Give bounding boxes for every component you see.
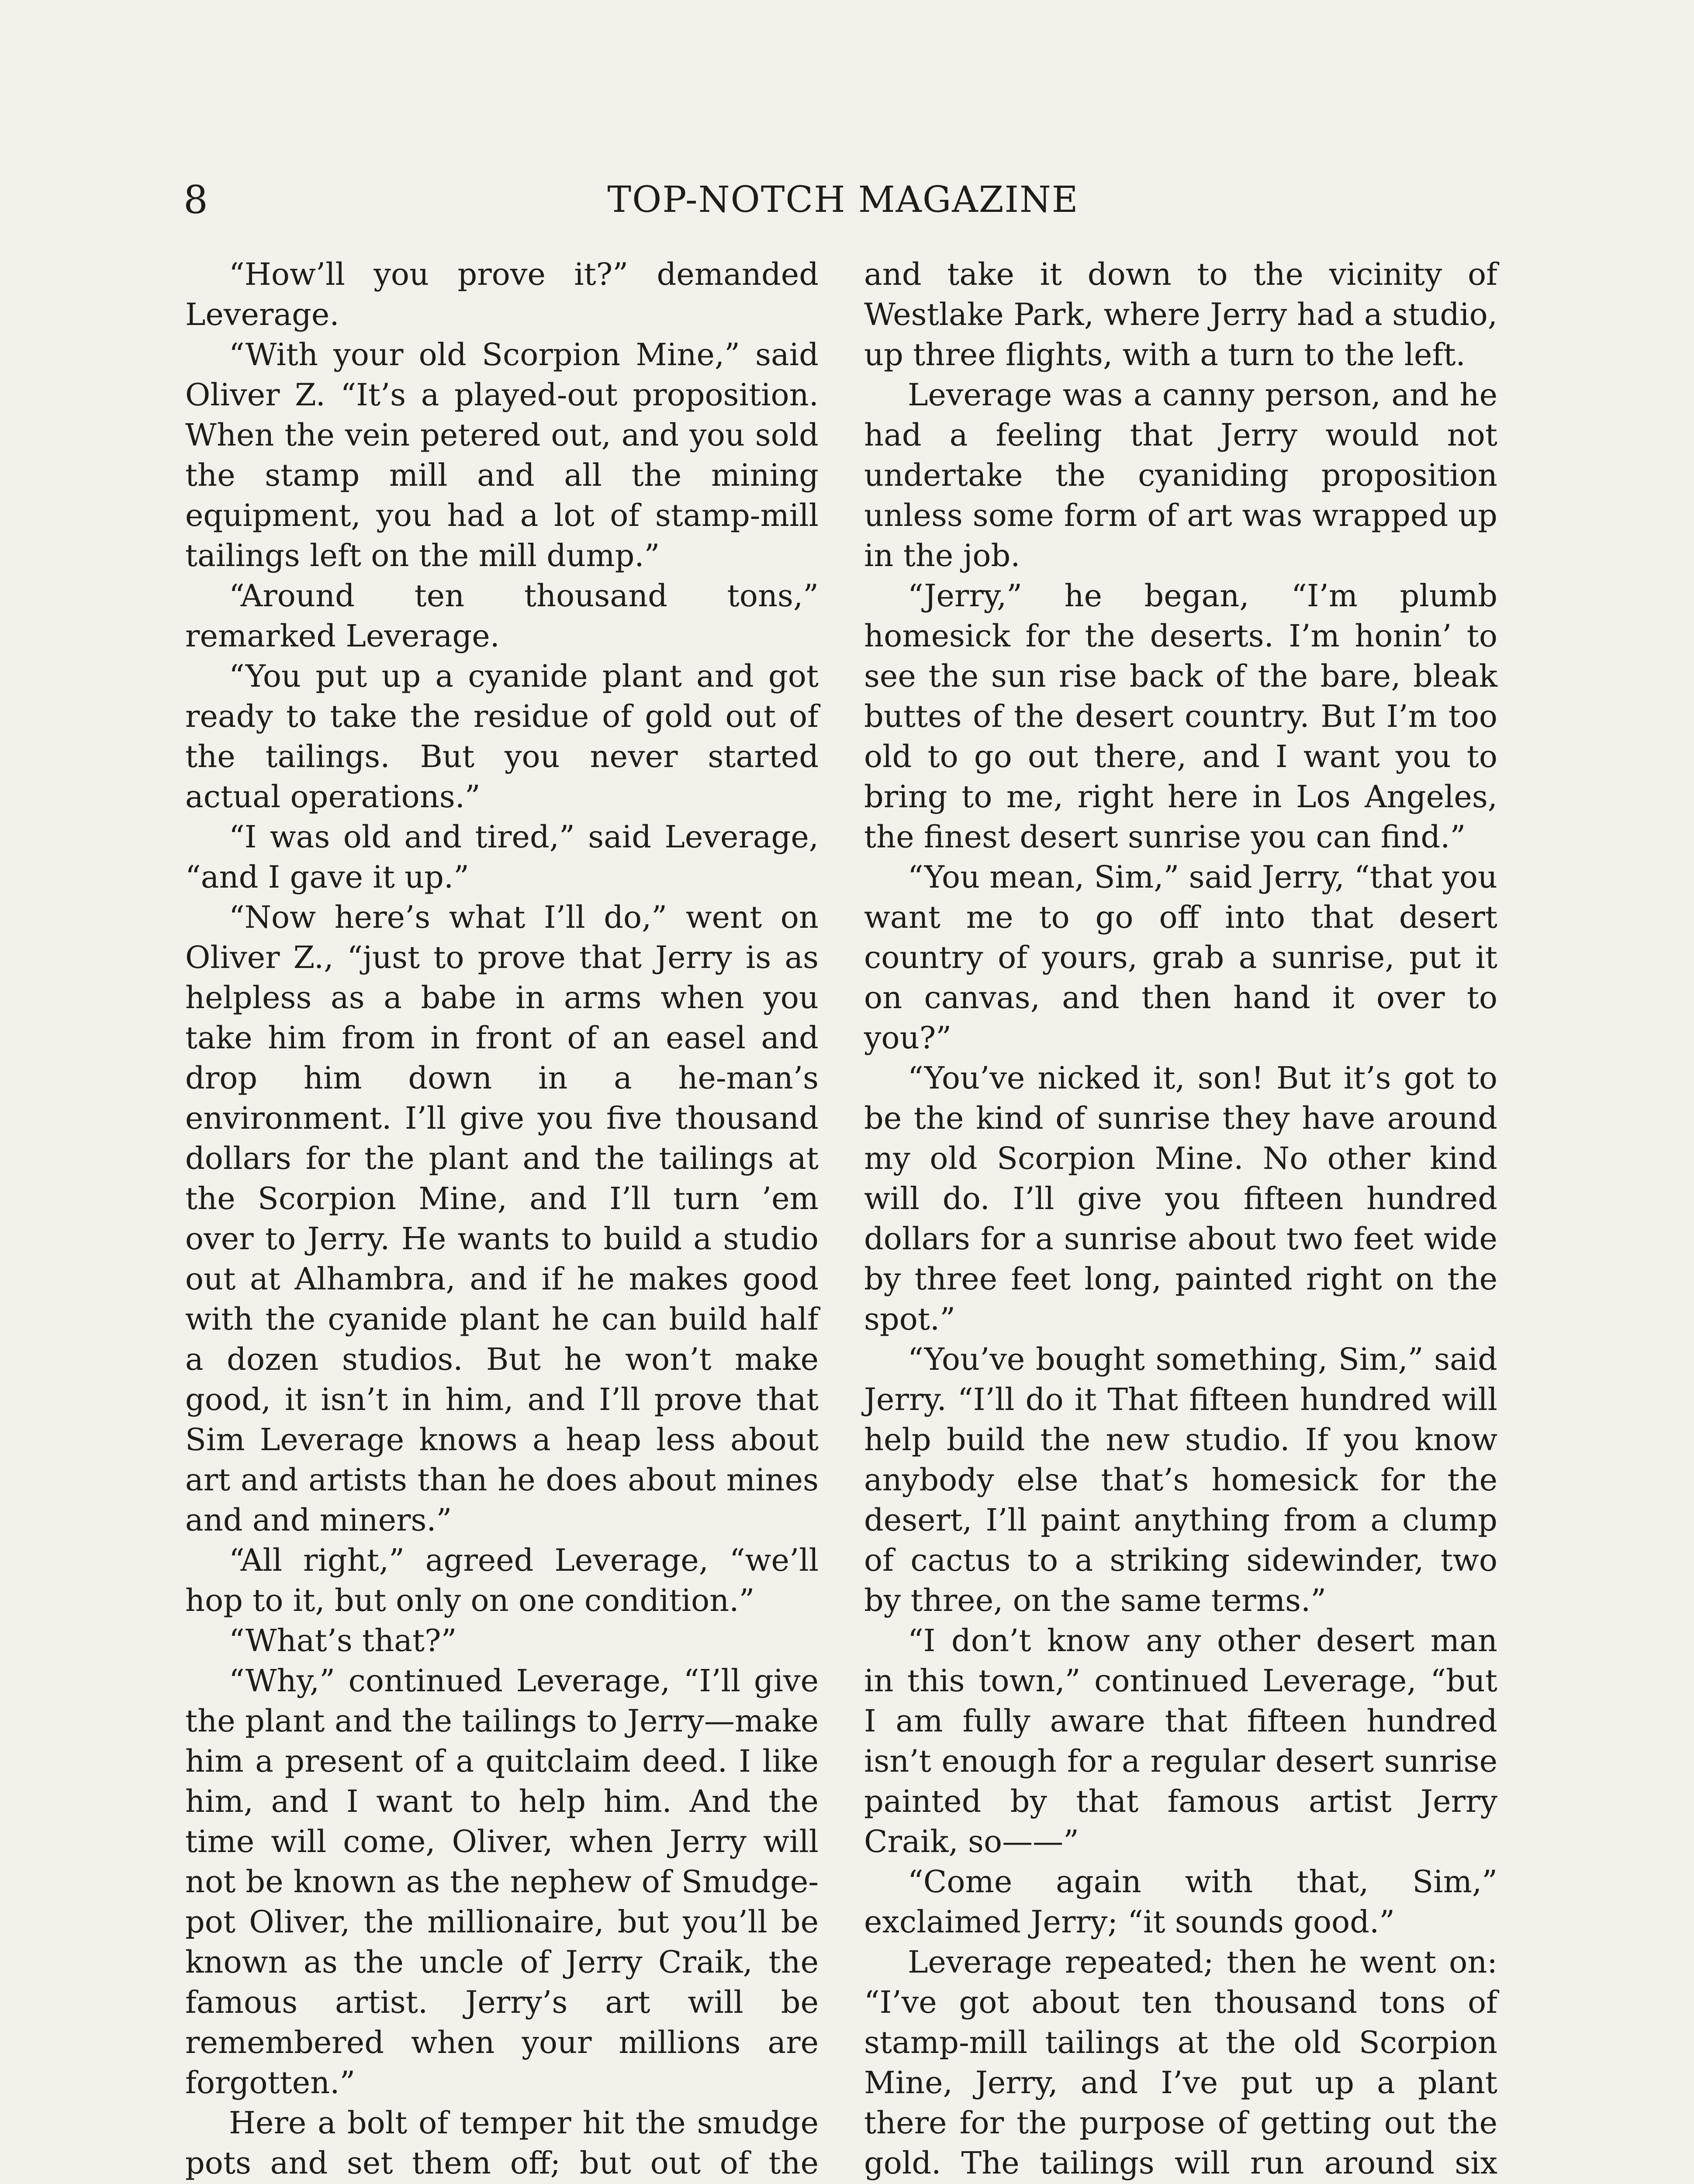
paragraph: “I was old and tired,” said Leverage, “and I gave it up.” xyxy=(185,819,819,895)
page-number: 8 xyxy=(183,177,208,222)
paragraph: “Come again with that, Sim,” exclaimed Jerry; “it sounds good.” xyxy=(864,1864,1497,1940)
paragraph: “Around ten thousand tons,” remarked Leverage. xyxy=(185,578,819,654)
paragraph: “You’ve nicked it, son! But it’s got to be the kind of sunrise they have around my old Scorpion Mine. No other kind will do. I’ll give you fifteen hundred dollars for a sunrise about two feet wide by three feet long, painted right on the spot.” xyxy=(864,1060,1497,1337)
left-column xyxy=(185,254,819,2184)
paragraph: “What’s that?” xyxy=(229,1623,457,1659)
paragraph: “With your old Scorpion Mine,” said Oliver Z. “It’s a played-out proposition. When the vein petered out, and you sold the stamp mill and all the mining equipment, you had a lot of stamp-mill tailings left on the mill dump.” xyxy=(185,337,819,574)
paragraph: “I don’t know any other desert man in this town,” continued Leverage, “but I am fully aware that fifteen hundred isn’t enough for a regular desert sunrise painted by that famous artist Jerry Craik, so——” xyxy=(864,1623,1497,1859)
paragraph: “You mean, Sim,” said Jerry, “that you want me to go off into that desert country of yours, grab a sunrise, put it on canvas, and then hand it over to you?” xyxy=(864,859,1497,1056)
paragraph: “All right,” agreed Leverage, “we’ll hop to it, but only on one condition.” xyxy=(185,1542,819,1618)
paragraph: “You’ve bought something, Sim,” said Jerry. “I’ll do it That fifteen hundred will help build the new studio. If you know anybody else that’s homesick for the desert, I’ll paint anything from a clump of cactus to a striking sidewinder, two by three, on the same terms.” xyxy=(864,1341,1497,1618)
paragraph: “You put up a cyanide plant and got ready to take the residue of gold out of the tailings. But you never started actual operations.” xyxy=(185,658,819,815)
page-header xyxy=(183,174,1503,235)
right-column xyxy=(864,254,1497,2184)
paragraph: “Now here’s what I’ll do,” went on Oliver Z., “just to prove that Jerry is as helpless as a babe in arms when you take him from in front of an easel and drop him down in a he-man’s environment. I’ll give you five thousand dollars for the plant and the tailings at the Scorpion Mine, and I’ll turn ’em over to Jerry. He wants to build a studio out at Alhambra, and if he makes good with the cyanide plant he can build half a dozen studios. But he won’t make good, it isn’t in him, and I’ll prove that Sim Leverage knows a heap less about art and artists than he does about mines and and miners.” xyxy=(185,899,819,1538)
paragraph: “How’ll you prove it?” demanded Leverage. xyxy=(185,256,819,332)
magazine-title: TOP-NOTCH MAGAZINE xyxy=(607,179,1079,221)
paragraph: Leverage was a canny person, and he had a feeling that Jerry would not undertake the cyaniding proposition unless some form of art was wrapped up in the job. xyxy=(864,377,1497,574)
paragraph: “Jerry,” he began, “I’m plumb homesick for the deserts. I’m honin’ to see the sun rise back of the bare, bleak buttes of the desert country. But I’m too old to go out there, and I want you to bring to me, right here in Los Angeles, the finest desert sunrise you can find.” xyxy=(864,578,1497,855)
paragraph: Leverage repeated; then he went on: “I’ve got about ten thousand tons of stamp-mill tailings at the old Scorpion Mine, Jerry, and I’ve put up a plant there for the purpose of getting out the gold. The tailings will run around six xyxy=(864,1944,1497,2181)
paragraph: “Why,” continued Leverage, “I’ll give the plant and the tailings to Jerry—make him a present of a quitclaim deed. I like him, and I want to help him. And the time will come, Oliver, when Jerry will not be known as the nephew of Smudge-pot Oliver, the millionaire, but you’ll be known as the uncle of Jerry Craik, the famous artist. Jerry’s art will be remembered when your millions are forgotten.” xyxy=(185,1663,819,2101)
continued-paragraph: and take it down to the vicinity of Westlake Park, where Jerry had a studio, up three flights, with a turn to the left. xyxy=(864,256,1497,373)
paragraph: Here a bolt of temper hit the smudge pots and set them off; but out of the xyxy=(185,2105,819,2181)
